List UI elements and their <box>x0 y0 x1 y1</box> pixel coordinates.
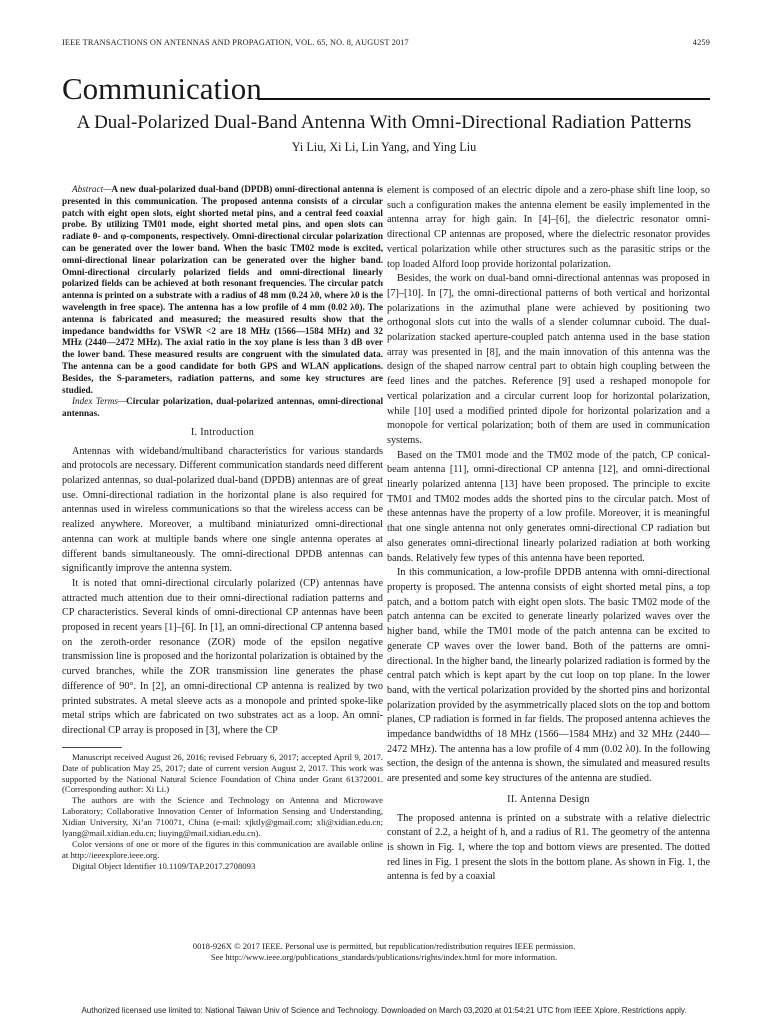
article-type-label: Communication <box>62 71 262 106</box>
license-footer: Authorized licensed use limited to: National Taiwan Univ of Science and Technology. Downloaded on March 03,2020 at 01:54:21 UTC from IEEE Xplore. Restrictions apply. <box>81 1006 687 1015</box>
copyright-link-line: See http://www.ieee.org/publications_standards/publications/rights/index.html for more information. <box>210 952 558 962</box>
abstract-lead: Abstract— <box>72 184 112 194</box>
abstract <box>62 184 383 420</box>
footnote-affiliation: The authors are with the Science and Technology on Antenna and Microwave Laboratory; Collaborative Innovation Center of Information Sensing and Understanding, Xidian University, Xi’an 710071, China (e-mail: xjktly@gmail.com; xli@xidian.edu.cn; lyang@mail.xidian.edu.cn; liuying@mail.xidian.edu.cn). <box>62 795 383 839</box>
footnote-divider <box>62 747 122 748</box>
body-paragraph: In this communication, a low-profile DPDB antenna with omni-directional property is proposed. The antenna consists of eight shorted metal pins, a top patch, and a bottom patch with eight open slots. The basic TM02 mode of the patch antenna can be excited to generate linearly polarized waves over the higher band, while the TM01 mode of the patch antenna can be excited to generate CP waves over the lower band. Both of the patterns are omni-directional. In the higher band, the linearly polarized radiation is formed by the central patch which is kept apart by the cut loop on top plane. In the lower band, with the vertical polarization provided by the shorted pins and horizontal polarization provided by the asymmetrically placed slots on the top and bottom planes, CP radiation is formed in far fields. The proposed antenna achieves the impedance bandwidths of 18 MHz (1566—1584 MHz) and 32 MHz (2440—2472 MHz). The antenna has a low profile of 4 mm (0.02 λ0). In the following section, the design of the antenna is shown, the simulated and measured results are presented and some key structures of the antenna are studied. <box>387 567 710 785</box>
copyright-line: 0018-926X © 2017 IEEE. Personal use is permitted, but republication/redistribution requires IEEE permission. <box>192 941 576 951</box>
journal-name: IEEE TRANSACTIONS ON ANTENNAS AND PROPAGATION, VOL. 65, NO. 8, AUGUST 2017 <box>62 38 409 47</box>
footnote-manuscript: Manuscript received August 26, 2016; revised February 6, 2017; accepted April 9, 2017. Date of publication May 25, 2017; date of current version August 2, 2017. This work was supported by the National Natural Science Foundation of China under Grant 61372001. (Corresponding author: Xi Li.) <box>62 751 383 795</box>
title-rule <box>258 98 710 100</box>
copyright-notice <box>0 941 768 963</box>
right-column <box>387 184 710 885</box>
intro-paragraph: Antennas with wideband/multiband characteristics for various standards and protocols are necessary. Different communication standards need different polarized antennas, so dual-polarized dual-band (DPDB) antennas are of great use. Omni-directional radiation in the horizontal plane is also required for antennas used in wireless communications so that the wireless access can be realized anywhere. Moreover, a multiband miniaturized omni-directional antenna can work at multiple bands where one single antenna operates at different bands simultaneously. The omni-directional DPDB antennas can significantly improve the antenna system. <box>62 445 383 575</box>
body-paragraph: Besides, the work on dual-band omni-directional antennas was proposed in [7]–[10]. In [7], the omni-directional patterns of both vertical and horizontal polarizations in the azimuthal plane were achieved by positioning two orthogonal slots cut into the walls of a slender columnar cuboid. The dual-polarization stacked aperture-coupled patch antenna used in the base station array was presented in [8], and the main innovation of this antenna was the design of the shaped narrow central part to obtain high coupling between the feed lines and the patches. Reference [9] used a reshaped monopole for vertical polarization and a circular current loop for horizontal polarization, while [10] used a modified printed dipole for horizontal polarization and a monopole for vertical polarization; both of them are used in communication systems. <box>387 273 710 446</box>
section-heading-antenna-design: II. Antenna Design <box>507 793 590 805</box>
body-paragraph: The proposed antenna is printed on a substrate with a relative dielectric constant of 2.2, a height of h, and a radius of R1. The geometry of the antenna is shown in Fig. 1, where the top and bottom views are presented. The dotted red lines in Fig. 1 present the slots in the bottom plane. As shown in Fig. 1, the antenna is fed by a coaxial <box>387 812 710 883</box>
section-heading-introduction: I. Introduction <box>190 426 255 438</box>
index-terms-text: Circular polarization, dual-polarized antennas, omni-directional antennas. <box>62 396 383 419</box>
abstract-text: A new dual-polarized dual-band (DPDB) omni-directional antenna is presented in this communication. The proposed antenna consists of a circular patch with eight open slots, eight shorted metal pins, and a central feed coaxial probe. By utilizing TM01 mode, eight shorted metal pins, and open slots can radiate θ- and φ-components, respectively. Omni-directional circular polarization can be generated over the lower band. When the basic TM02 mode is excited, omni-directional linear polarization can be generated over the higher band. Omni-directional circularly polarized fields and omni-directional linearly polarized fields can be achieved at both resonant frequencies. The circular patch antenna is printed on a substrate with a radius of 48 mm (0.24 λ0, where λ0 is the wavelength in free space). The antenna has a low profile of 4 mm (0.02 λ0). The antenna is fabricated and measured; the measured results show that the impedance bandwidths for VSWR <2 are 18 MHz (1566—1584 MHz) and 32 MHz (2440—2472 MHz). The axial ratio in the xoy plane is less than 3 dB over the lower band. These measured results are congruent with the simulated data. The antenna can be a good candidate for both GPS and WLAN applications. Besides, the S-parameters, radiation patterns, and some key structures are studied. <box>62 184 383 395</box>
footnote-doi: Digital Object Identifier 10.1109/TAP.2017.2708093 <box>72 860 256 871</box>
paper-title: A Dual-Polarized Dual-Band Antenna With Omni-Directional Radiation Patterns <box>76 112 692 133</box>
intro-paragraph: It is noted that omni-directional circularly polarized (CP) antennas have attracted much attention due to their omni-directional radiation patterns and CP characteristics. Several kinds of omni-directional CP antennas have been proposed in recent years [1]–[6]. In [1], an omni-directional CP antenna based on the zeroth-order resonance (ZOR) mode of the epsilon negative transmission line is proposed and the horizontal polarization is obtained by the curved branches, while the ZOR transmission line generates the phase difference of 90°. In [2], an omni-directional CP antenna is realized by two printed substrates. A metal sleeve acts as a monopole and printed spoke-like metal strips which are fabricated on two substrates act as a loop. An omni-directional CP array is proposed in [3], where the CP <box>62 577 383 736</box>
author-list: Yi Liu, Xi Li, Lin Yang, and Ying Liu <box>291 140 477 154</box>
index-terms-lead: Index Terms— <box>72 396 127 407</box>
body-paragraph: element is composed of an electric dipole and a zero-phase shift line loop, so such a configuration makes the antenna element be easily implemented in the antenna array for high gain. In [4]–[6], the dielectric resonator omni-directional CP antennas are proposed, where the dielectric resonator provides vertical polarization while other structures such as the parasitic strips or the top loaded Alford loop provide horizontal polarization. <box>387 185 710 270</box>
left-column <box>62 184 383 872</box>
footnotes <box>62 752 383 872</box>
running-header <box>62 38 710 47</box>
page-number: 4259 <box>692 38 710 47</box>
footnote-color-versions: Color versions of one or more of the figures in this communication are available online at http://ieeexplore.ieee.org. <box>62 838 383 860</box>
body-paragraph: Based on the TM01 mode and the TM02 mode of the patch, CP conical-beam antenna [11], omni-directional CP antenna [12], and omni-directional linearly polarized antenna [13] have been proposed. The principle to excite TM01 and TM02 modes adds the shorted pins to the circular patch. Most of these antennas have the property of a low profile. Moreover, it is meaningful that one single antenna not only generates omni-directional CP radiation but also generates omni-directional linearly polarized radiation at both working bands. Relatively few types of this antenna have been reported. <box>387 449 710 564</box>
